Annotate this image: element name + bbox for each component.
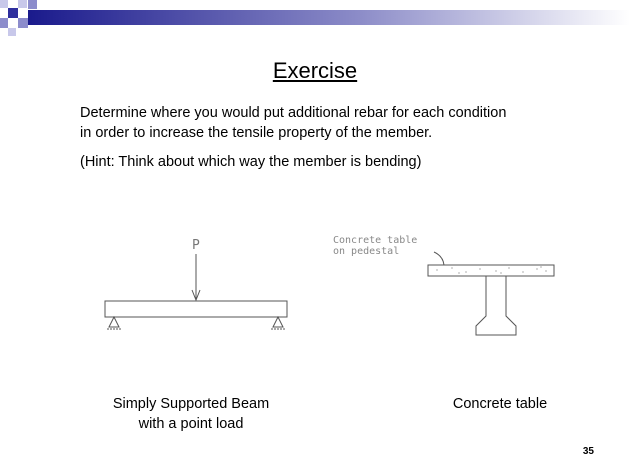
beam-caption-line: Simply Supported Beam (112, 396, 270, 412)
table-caption: Concrete table (452, 396, 548, 412)
beam-caption (90, 394, 292, 434)
slide-title: Exercise (272, 58, 358, 83)
table-figure (333, 235, 554, 335)
page-number: 35 (582, 446, 594, 457)
hint-text: (Hint: Think about which way the member is bending) (80, 154, 422, 170)
concrete-speckle (436, 266, 546, 273)
table-annotation-line1: Concrete table (333, 235, 418, 246)
beam-figure (105, 238, 287, 329)
right-support (273, 317, 283, 327)
load-label: P (192, 238, 200, 253)
beam-body (105, 301, 287, 317)
annotation-leader (434, 252, 444, 265)
body-line: Determine where you would put additional rebar for each condition (80, 105, 507, 121)
table-annotation-line2: on pedestal (333, 246, 400, 257)
beam-caption-line: with a point load (138, 416, 244, 432)
left-support (109, 317, 119, 327)
body-line: in order to increase the tensile property of the member. (80, 125, 433, 141)
table-top (428, 265, 554, 276)
pedestal (476, 276, 516, 335)
